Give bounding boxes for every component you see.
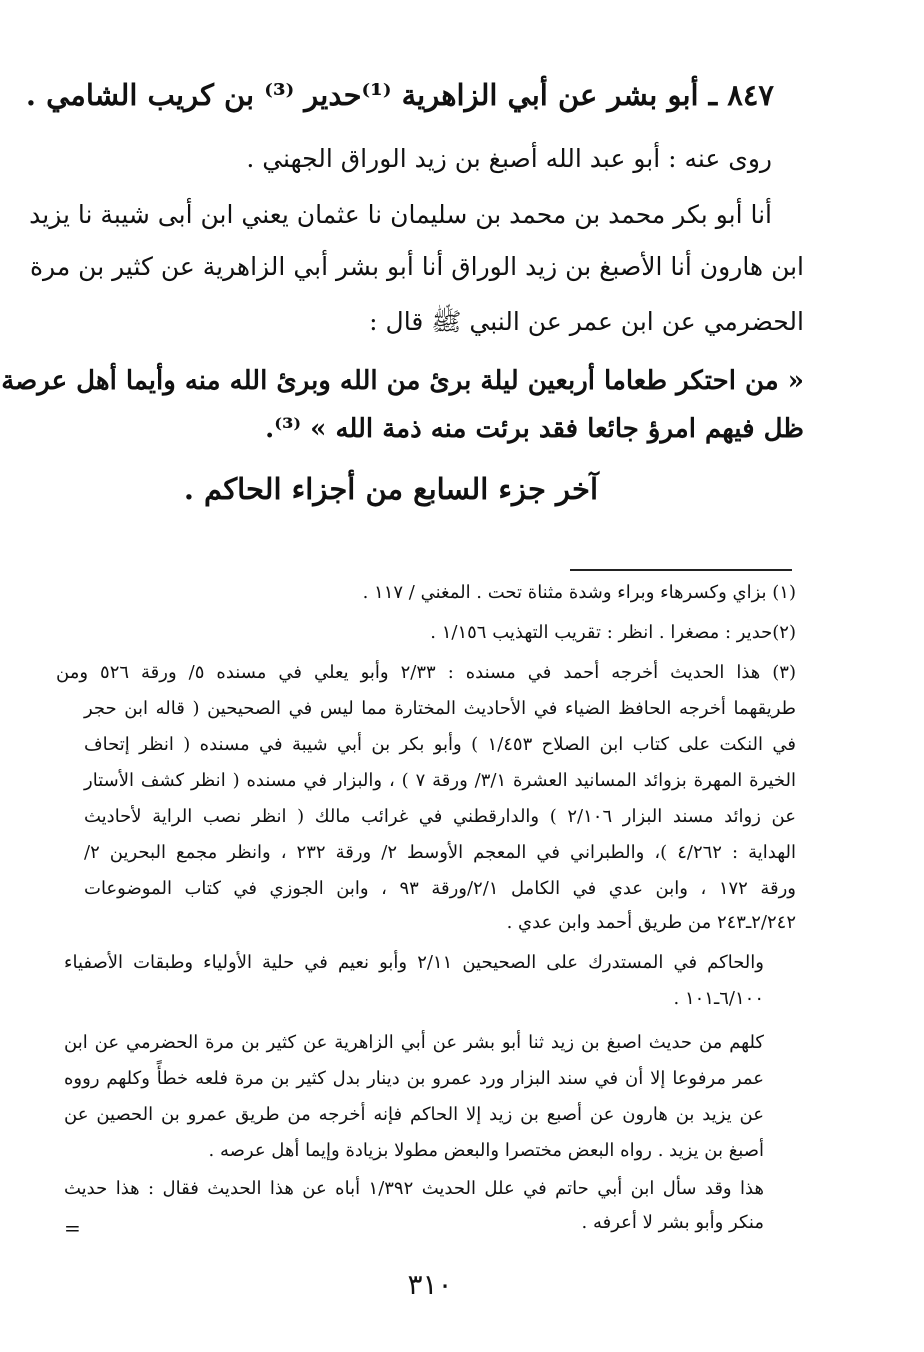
page-number: ٣١٠	[407, 1268, 453, 1301]
kulluhum-line: عن يزيد بن هارون عن أصبع بن زيد إلا الحاكم فإنه أخرجه من طريق عمرو بن الحصين عن	[64, 1104, 764, 1125]
isnad-line-2: ابن هارون أنا الأصبغ بن زيد الوراق أنا أبو بشر أبي الزاهرية عن كثير بن مرة	[29, 252, 804, 281]
hadha-line: هذا وقد سأل ابن أبي حاتم في علل الحديث ١/٣٩٢ أباه عن هذا الحديث فقال : هذا حديث	[64, 1178, 764, 1199]
hadith-line-2: ظل فيهم امرؤ جائعا فقد برئت منه ذمة الله » ⁽³⁾.	[265, 414, 804, 444]
hadha-line: منكر وأبو بشر لا أعرفه .	[581, 1212, 764, 1233]
footnote-3-line: ورقة ١٧٢ ، وابن عدي في الكامل ٢/١/ورقة ٩٣ ، وابن الجوزي في كتاب الموضوعات	[84, 878, 796, 899]
footnote-3-line: عن زوائد مسند البزار ٢/١٠٦ ) والدارقطني في غرائب مالك ( انظر نصب الراية لأحاديث	[84, 806, 797, 827]
footnote-3-line: في النكت على كتاب ابن الصلاح ١/٤٥٣ ) وأبو بكر بن أبي شيبة في مسنده ( انظر إتحاف	[84, 734, 796, 755]
footnote-1: (١) بزاي وكسرهاء وبراء وشدة مثناة تحت . المغني / ١١٧ .	[362, 582, 796, 603]
kulluhum-line: أصبغ بن يزيد . رواه البعض مختصرا والبعض مطولا بزيادة وإيما أهل عرصه .	[208, 1140, 764, 1161]
footnote-2: (٢)حدير : مصغرا . انظر : تقريب التهذيب ١/١٥٦ .	[430, 622, 796, 643]
footnote-3-line: الخيرة المهرة بزوائد المسانيد العشرة ٣/١/ ورقة ٧ ) ، والبزار في مسنده ( انظر كشف الأستار	[84, 770, 796, 791]
isnad-line-1: أنا أبو بكر محمد بن محمد بن سليمان نا عثمان يعني ابن أبى شيبة نا يزيد	[29, 200, 772, 229]
riwaya-line: روى عنه : أبو عبد الله أصبغ بن زيد الوراق الجهني .	[246, 144, 772, 173]
continuation-mark: =	[64, 1216, 81, 1240]
hakim-line: ٦/١٠٠ـ١٠١ .	[673, 988, 764, 1009]
footnote-3-line: (٣) هذا الحديث أخرجه أحمد في مسنده : ٢/٣٣ وأبو يعلي في مسنده ٥/ ورقة ٥٢٦ ومن	[56, 662, 796, 683]
isnad-line-3: الحضرمي عن ابن عمر عن النبي ﷺ قال :	[369, 307, 804, 336]
entry-heading: ٨٤٧ ـ أبو بشر عن أبي الزاهرية ⁽¹⁾حدير ⁽³⁾ بن كريب الشامي .	[25, 78, 774, 112]
hadith-line-1: « من احتكر طعاما أربعين ليلة برئ من الله وبرئ الله منه وأيما أهل عرصة	[1, 366, 804, 396]
footnote-3-line: طريقهما أخرجه الحافظ الضياء في الأحاديث المختارة مما ليس في الصحيحين ( قاله ابن حجر	[84, 698, 796, 719]
kulluhum-line: عمر مرفوعا إلا أن في سند البزار ورد عمرو بن دينار بدل كثير بن مرة فلعه خطأً وكلهم رووه	[64, 1068, 764, 1089]
footnote-3-line: ٢/٢٤٢ـ٢٤٣ من طريق أحمد وابن عدي .	[506, 912, 796, 933]
hakim-line: والحاكم في المستدرك على الصحيحين ٢/١١ وأبو نعيم في حلية الأولياء وطبقات الأصفياء	[64, 952, 764, 973]
footnote-3-line: الهداية : ٤/٢٦٢ )، والطبراني في المعجم الأوسط ٢/ ورقة ٢٣٢ ، وانظر مجمع البحرين ٢/	[84, 842, 796, 863]
footnote-separator	[570, 569, 792, 571]
kulluhum-line: كلهم من حديث اصبغ بن زيد ثنا أبو بشر عن أبي الزاهرية عن كثير بن مرة الحضرمي عن ابن	[64, 1032, 764, 1053]
closing-line: آخر جزء السابع من أجزاء الحاكم .	[183, 472, 598, 506]
